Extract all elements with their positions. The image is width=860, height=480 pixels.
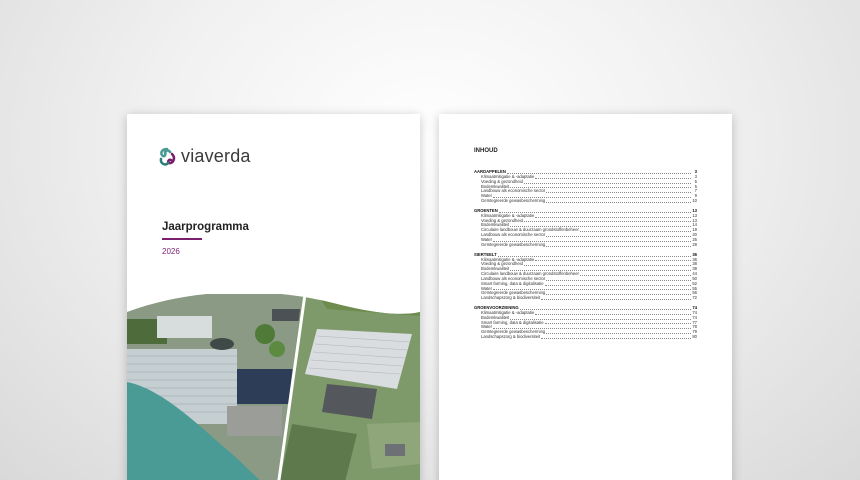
dot-leader bbox=[546, 202, 691, 203]
dot-leader bbox=[535, 217, 691, 218]
toc-entry[interactable] bbox=[474, 296, 697, 301]
dot-leader bbox=[580, 275, 691, 276]
toc-section-title-page: 3 bbox=[694, 169, 697, 174]
dot-leader bbox=[546, 280, 691, 281]
toc-entry-label: Circulaire landbouw & duurzaam grondstoffenbeheer bbox=[481, 271, 579, 277]
dot-leader bbox=[546, 236, 691, 237]
toc-entry-label: Bodemkwaliteit bbox=[481, 314, 510, 320]
toc-entry-label: Bodemkwaliteit bbox=[481, 266, 510, 272]
dot-leader bbox=[535, 314, 691, 315]
toc-section-title-page: 74 bbox=[692, 305, 697, 311]
toc-page bbox=[439, 114, 732, 480]
toc-entry-label: Voeding & gezondheid bbox=[481, 261, 523, 267]
toc-entry-page: 72 bbox=[692, 295, 697, 301]
toc-entry-page: 38 bbox=[692, 266, 697, 272]
toc-section-title-label: SIERTEELT bbox=[474, 251, 497, 257]
toc-entry-page: 36 bbox=[692, 256, 697, 262]
brand-logo bbox=[157, 146, 251, 167]
toc-entry-label: Landschapszorg & biodiversiteit bbox=[481, 334, 541, 340]
toc-entry-label: Bodemkwaliteit bbox=[481, 222, 510, 228]
toc-list bbox=[474, 170, 697, 345]
toc-entry-page: 55 bbox=[692, 285, 697, 291]
dot-leader bbox=[546, 192, 691, 193]
dot-leader bbox=[541, 338, 691, 339]
toc-entry-page: 20 bbox=[692, 232, 697, 238]
toc-entry-label: Geïntegreerde gewasbescherming bbox=[481, 241, 546, 247]
toc-section bbox=[474, 253, 697, 301]
toc-entry-label: Geïntegreerde gewasbescherming bbox=[481, 329, 546, 335]
toc-entry-label: Bodemkwaliteit bbox=[481, 183, 510, 189]
toc-entry-page: 44 bbox=[692, 271, 697, 277]
dot-leader bbox=[524, 221, 691, 222]
document-title: Jaarprogramma bbox=[162, 221, 249, 233]
dot-leader bbox=[546, 294, 691, 295]
toc-entry-label: Water bbox=[481, 193, 493, 199]
dot-leader bbox=[541, 299, 691, 300]
cover-page bbox=[127, 114, 420, 480]
toc-section-title-label: AARDAPPELEN bbox=[474, 169, 506, 174]
toc-entry-page: 19 bbox=[692, 227, 697, 233]
toc-entry-page: 13 bbox=[692, 212, 697, 218]
cover-aerial-photo bbox=[127, 294, 420, 480]
dot-leader bbox=[545, 285, 691, 286]
toc-entry-page: 50 bbox=[692, 275, 697, 281]
toc-entry-label: Water bbox=[481, 236, 493, 242]
dot-leader bbox=[546, 246, 691, 247]
toc-entry-page: 25 bbox=[692, 236, 697, 242]
toc-entry-label: Landschapszorg & biodiversiteit bbox=[481, 295, 541, 301]
toc-entry-page: 10 bbox=[692, 198, 697, 204]
toc-entry-label: Water bbox=[481, 285, 493, 291]
toc-entry-page: 52 bbox=[692, 280, 697, 286]
toc-entry-label: Smart farming, data & digitalisatie bbox=[481, 319, 544, 325]
toc-section-title-label: GROENVOORZIENING bbox=[474, 305, 519, 311]
dot-leader bbox=[535, 260, 691, 261]
toc-entry-page: 80 bbox=[692, 334, 697, 340]
toc-entry-label: Circulaire landbouw & duurzaam grondstoffenbeheer bbox=[481, 227, 579, 233]
toc-entry-page: 28 bbox=[692, 241, 697, 247]
toc-entry-label: Water bbox=[481, 324, 493, 330]
toc-entry-label: Landbouw als economische sector bbox=[481, 188, 546, 194]
toc-entry-page: 13 bbox=[692, 217, 697, 223]
toc-entry-page: 56 bbox=[692, 290, 697, 296]
dot-leader bbox=[580, 231, 691, 232]
toc-entry-label: Geïntegreerde gewasbescherming bbox=[481, 290, 546, 296]
dot-leader bbox=[545, 323, 691, 324]
toc-entry-page: 3 bbox=[694, 173, 697, 179]
document-year: 2026 bbox=[162, 247, 180, 256]
toc-entry-page: 77 bbox=[692, 319, 697, 325]
toc-entry-page: 5 bbox=[694, 178, 697, 184]
toc-entry-label: Klimaatmitigatie & -adaptatie bbox=[481, 173, 535, 179]
toc-entry-page: 14 bbox=[692, 222, 697, 228]
toc-entry-label: Smart farming, data & digitalisatie bbox=[481, 280, 544, 286]
toc-heading: INHOUD bbox=[474, 148, 498, 154]
toc-section-title-label: GROENTEN bbox=[474, 207, 498, 213]
toc-entry-page: 38 bbox=[692, 261, 697, 267]
dot-leader bbox=[520, 309, 691, 310]
toc-entry-page: 74 bbox=[692, 309, 697, 315]
brand-name: viaverda bbox=[181, 146, 251, 166]
dot-leader bbox=[524, 183, 691, 184]
dot-leader bbox=[507, 173, 691, 174]
toc-entry-label: Landbouw als economische sector bbox=[481, 232, 546, 238]
dot-leader bbox=[524, 265, 691, 266]
dot-leader bbox=[535, 178, 691, 179]
viaverda-logo-icon bbox=[157, 147, 177, 167]
toc-section bbox=[474, 209, 697, 248]
toc-entry-page: 74 bbox=[692, 314, 697, 320]
title-underline bbox=[162, 238, 202, 240]
toc-entry-page: 9 bbox=[694, 193, 697, 199]
toc-section bbox=[474, 306, 697, 340]
toc-entry-page: 78 bbox=[692, 324, 697, 330]
toc-entry[interactable] bbox=[474, 243, 697, 248]
toc-entry-label: Voeding & gezondheid bbox=[481, 217, 523, 223]
toc-entry-page: 5 bbox=[694, 183, 697, 189]
toc-entry-label: Klimaatmitigatie & -adaptatie bbox=[481, 212, 535, 218]
toc-entry-label: Klimaatmitigatie & -adaptatie bbox=[481, 309, 535, 315]
toc-entry-label: Landbouw als economische sector bbox=[481, 275, 546, 281]
dot-leader bbox=[546, 333, 691, 334]
toc-entry-label: Geïntegreerde gewasbescherming bbox=[481, 198, 546, 204]
toc-entry-page: 79 bbox=[692, 329, 697, 335]
toc-entry[interactable] bbox=[474, 199, 697, 204]
toc-section bbox=[474, 170, 697, 204]
toc-entry-label: Voeding & gezondheid bbox=[481, 178, 523, 184]
toc-entry-page: 7 bbox=[694, 188, 697, 194]
toc-section-title-page: 36 bbox=[692, 251, 697, 257]
toc-entry-label: Klimaatmitigatie & -adaptatie bbox=[481, 256, 535, 262]
toc-entry[interactable] bbox=[474, 335, 697, 340]
toc-section-title-page: 13 bbox=[692, 207, 697, 213]
